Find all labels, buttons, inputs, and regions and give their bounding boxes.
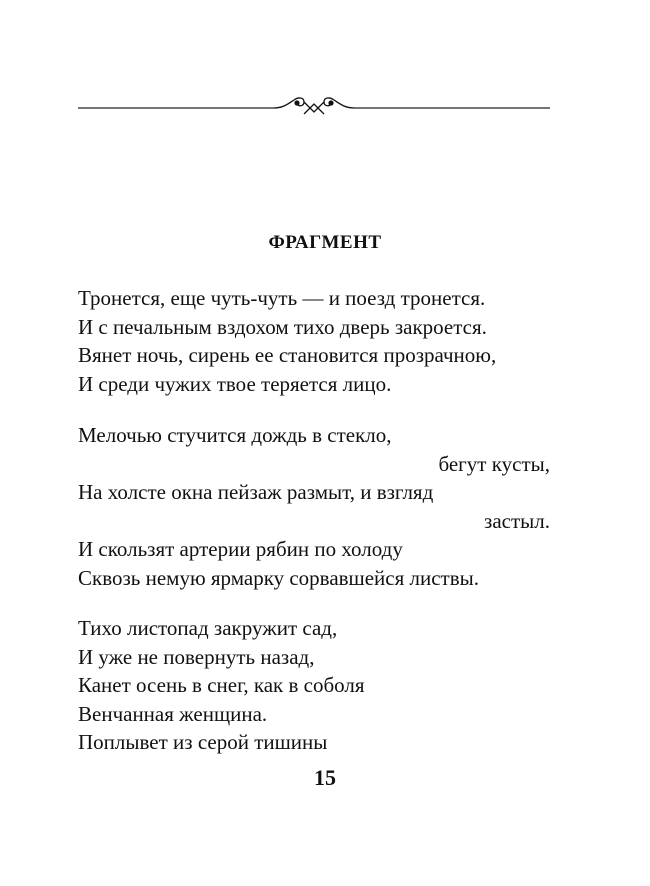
poem-line: Поплывет из серой тишины xyxy=(78,730,328,754)
stanza-1 xyxy=(78,284,550,398)
poem-line: Вянет ночь, сирень ее становится прозрачною, xyxy=(78,343,497,367)
poem-line: И уже не повернуть назад, xyxy=(78,644,315,669)
flourish-center xyxy=(274,98,354,114)
flourish-dot-left xyxy=(294,100,299,105)
flourish-dot-right xyxy=(328,100,333,105)
poem-line-continuation: застыл. xyxy=(484,508,550,533)
poem-line: Тронется, еще чуть-чуть — и поезд тронется. xyxy=(78,286,486,310)
poem-line: Канет осень в снег, как в соболя xyxy=(78,673,365,697)
poem-line: Венчанная женщина. xyxy=(78,701,268,726)
poem-line: И с печальным вздохом тихо дверь закроется. xyxy=(78,314,487,339)
poem-line: И скользят артерии рябин по холоду xyxy=(78,537,403,561)
poem-line: Мелочью стучится дождь в стекло, xyxy=(78,423,392,447)
poem-line: На холсте окна пейзаж размыт, и взгляд xyxy=(78,480,434,504)
poem-line: Сквозь немую ярмарку сорвавшейся листвы. xyxy=(78,565,479,590)
poem-line: И среди чужих твое теряется лицо. xyxy=(78,371,392,396)
poem-line: Тихо листопад закружит сад, xyxy=(78,616,338,640)
poem-title: ФРАГМЕНТ xyxy=(268,232,382,253)
vine-flourish-divider-icon xyxy=(78,92,550,120)
poem-line-continuation: бегут кусты, xyxy=(438,451,550,476)
stanza-2 xyxy=(78,421,550,592)
page-number: 15 xyxy=(314,765,336,790)
stanza-3 xyxy=(78,614,550,757)
